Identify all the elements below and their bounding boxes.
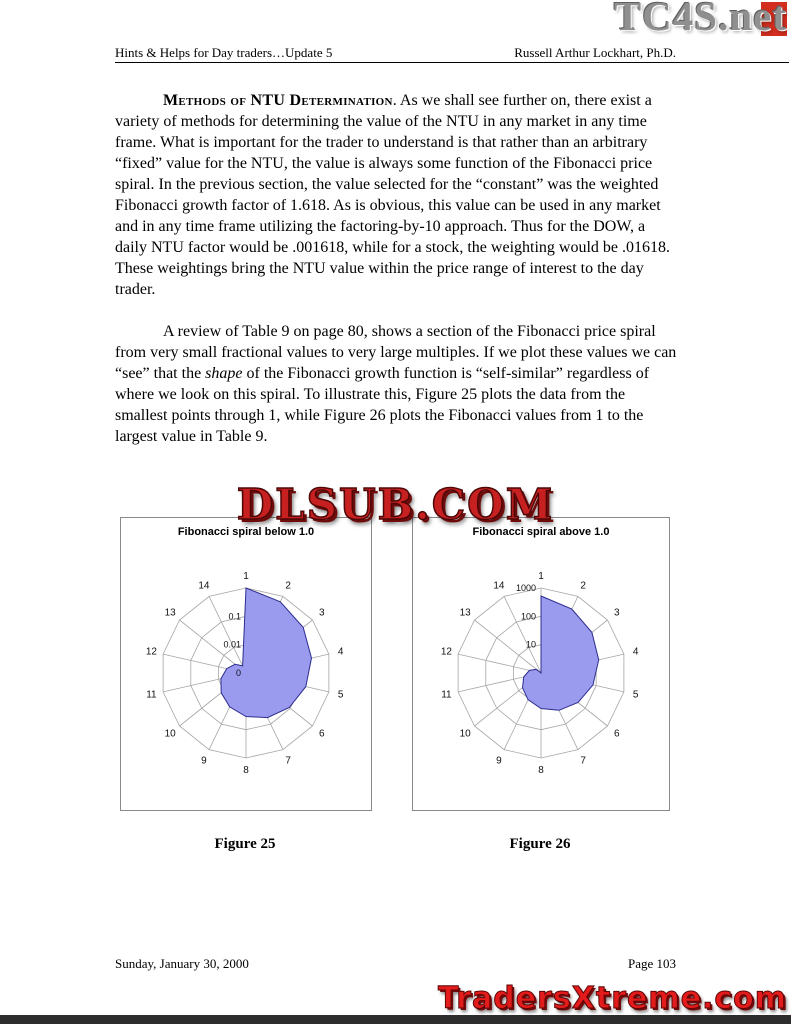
figure-25-caption: Figure 25: [214, 836, 276, 852]
svg-text:8: 8: [243, 765, 249, 776]
tc4s-logo: [614, 0, 787, 42]
svg-text:2: 2: [580, 580, 586, 592]
svg-text:4: 4: [632, 646, 639, 658]
svg-text:8: 8: [538, 765, 544, 776]
paragraph-methods: [115, 90, 677, 300]
svg-text:14: 14: [493, 580, 505, 592]
svg-text:6: 6: [319, 728, 325, 740]
bottom-bar: [0, 1015, 791, 1024]
figure-25-title: Fibonacci spiral below 1.0: [177, 526, 315, 538]
svg-text:10: 10: [525, 639, 536, 650]
svg-text:3: 3: [614, 607, 620, 619]
svg-text:0.01: 0.01: [223, 639, 241, 650]
figure-25-box: [120, 517, 372, 811]
svg-text:0: 0: [235, 668, 241, 678]
svg-text:9: 9: [201, 755, 207, 767]
svg-text:0.1: 0.1: [228, 611, 241, 622]
svg-text:1000: 1000: [515, 583, 536, 593]
svg-text:1: 1: [243, 571, 249, 582]
header-rule: [115, 62, 789, 63]
figure-26-title: Fibonacci spiral above 1.0: [472, 526, 610, 538]
dlsub-watermark: DLSUB.COM: [236, 480, 555, 529]
tradersxtreme-logo: TradersXtreme.com: [438, 981, 787, 1016]
svg-text:13: 13: [459, 607, 471, 619]
svg-text:7: 7: [580, 755, 586, 767]
svg-text:12: 12: [440, 646, 452, 658]
svg-text:4: 4: [337, 646, 344, 658]
paragraph-review-italic: shape: [205, 365, 243, 382]
body-text: [115, 90, 677, 447]
header-right-author: Russell Arthur Lockhart, Ph.D.: [514, 45, 676, 60]
paragraph-methods-text: . As we shall see further on, there exist a variety of methods for determining the value of the NTU in any market in any time frame. What is important for the trader to understand is that rather than an arbitrary “fixed” value for the NTU, the value is always some function of the Fibonacci price spiral. In the previous section, the value selected for the “constant” was the weighted Fibonacci growth factor of 1.618. As is obvious, this value can be used in any market and in any time frame utilizing the factoring-by-10 approach. Thus for the DOW, a daily NTU factor would be .001618, while for a stock, the weighting would be .01618. These weightings bring the NTU value within the price range of interest to the day trader.: [115, 92, 670, 298]
svg-text:2: 2: [285, 580, 291, 592]
tc4s-logo-text: TC4S.net: [613, 0, 787, 39]
paragraph-review: [115, 321, 677, 447]
paragraph-review-post: of the Fibonacci growth function is “self-similar” regardless of where we look on this spiral. To illustrate this, Figure 25 plots the data from the smallest points through 1, while Figure 26 plots the Fibonacci values from 1 to the largest value in Table 9.: [115, 365, 650, 445]
svg-text:9: 9: [496, 755, 502, 767]
svg-text:14: 14: [198, 580, 210, 592]
svg-text:10: 10: [164, 728, 176, 740]
svg-text:1: 1: [538, 571, 544, 582]
svg-text:3: 3: [319, 607, 325, 619]
svg-text:12: 12: [145, 646, 157, 658]
svg-text:13: 13: [164, 607, 176, 619]
svg-text:7: 7: [285, 755, 291, 767]
figure-26-box: [412, 517, 670, 811]
svg-text:11: 11: [146, 689, 157, 701]
svg-text:5: 5: [337, 689, 344, 701]
figure-26-caption: Figure 26: [509, 836, 571, 852]
svg-text:100: 100: [520, 611, 536, 622]
svg-text:11: 11: [441, 689, 452, 701]
svg-text:5: 5: [632, 689, 639, 701]
svg-text:6: 6: [614, 728, 620, 740]
figure-26-chart: [413, 518, 669, 810]
paragraph-review-pre: A review of Table 9 on page 80, shows a section of the Fibonacci price spiral from very small fractional values to very large multiples. If we plot these values we can “see” that the: [115, 323, 677, 382]
footer-date: Sunday, January 30, 2000: [115, 956, 249, 971]
section-heading: Methods of NTU Determination: [163, 92, 393, 109]
figure-25-chart: [121, 518, 371, 810]
header-left-title: Hints & Helps for Day traders…Update 5: [115, 45, 333, 60]
footer-page-number: Page 103: [627, 956, 676, 971]
svg-text:10: 10: [459, 728, 471, 740]
